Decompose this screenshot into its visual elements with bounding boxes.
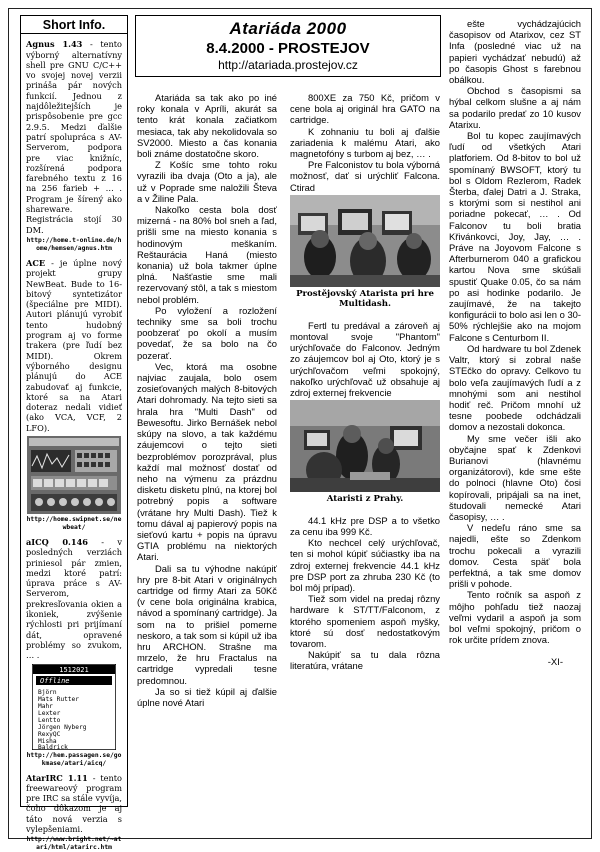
paragraph: Dali sa tu výhodne nakúpiť hry pre 8-bit Atari v originálnych cartridge od firmy Atari za 50Kč (v cene bola originálna krabica, návod a spomínaný cartridge). Ja som na to prišiel pomerne neskoro, a tak som si kúpil už iba hru ARCHON. Strašne ma mrzelo, že hru Fractalus na cartridge vypredali tesne predomnou. xyxy=(137,562,277,686)
aicq-url[interactable]: http://hem.passagen.se/gokmase/atari/aicq/ xyxy=(26,751,122,767)
paragraph: Atariáda sa tak ako po iné roky konala v Apríli, akurát sa tento krát konala začiatkom mesiaca, tak aby nekolidovala so SV2000. Miesto a čas konania boli známe dostatočne skoro. xyxy=(137,92,277,160)
prague-photo xyxy=(290,400,440,492)
icq-contact[interactable]: Mahr xyxy=(38,702,53,710)
article-column-3 xyxy=(449,18,581,838)
paragraph: ešte vychádzajúcich časopisov od Atarixov, cez ST Infa (posledné viac už na papieri vychádzať nebudú) až po časopis Ghost s farebnou obálkou. xyxy=(449,18,581,86)
atarirc-text: - tento freewareový program pre IRC sa stále vyvíja, čoho dôkazom je aj táto nová verzia s vylepšeniami. xyxy=(26,772,122,835)
paragraph: Nakoľko cesta bola dosť mizerná - na 80% bol sneh a ľad, prišli sme na miesto konania s hodinovým meškaním. Reštaurácia Haná (miesto konania) už bola takmer úplne plná. Našťastie sme mali rezervovaný stôl, a tak s miestom nebol problém. xyxy=(137,204,277,305)
atarirc-name: AtarIRC 1.11 xyxy=(26,772,88,783)
article-column-2 xyxy=(290,92,440,837)
icq-contact[interactable]: Lentto xyxy=(38,716,61,724)
agnus-url[interactable]: http://home.t-online.de/home/hemsen/agnus.htm xyxy=(26,236,122,252)
short-info-sidebar xyxy=(20,15,128,852)
article-title: Atariáda 2000 xyxy=(229,19,347,38)
article-header xyxy=(135,15,441,77)
paragraph: Tiež som videl na predaj rôzny hardware k ST/TT/Falconom, z ktorého spomeniem aspoň myšky, ktoré sú dosť nedostatkovým tovarom. xyxy=(290,593,440,649)
sidebar-title: Short Info. xyxy=(21,20,127,34)
atarirc-url[interactable]: http://www.bright.net/~atari/html/atarirc.htm xyxy=(26,836,122,852)
paragraph: Od hardware tu bol Zdenek Valtr, ktorý si zobral naše STEčko do opravy. Celkovo tu bolo veľa zaujímavých ľudí a z mnohými som ani nestihol hodiť reč. Pričom mnohí už tesne poobede odchádzali domov a nezostali dokonca. xyxy=(449,342,581,433)
ace-text: - je úplne nový projekt grupy NewBeat. Bude to 16-bitový syntetizátor (špeciálne pre MIDI). Autori plánujú vyrobiť tento hudobný program aj vo forme trakera (pre ľudí bez MIDI). Okrem výborného designu plánujú do ACE zabudovať aj funkcie, ktoré sa na Atari doteraz nedali vidieť (ako VCA, VCF, 2 LFO). xyxy=(26,257,122,433)
agnus-entry xyxy=(26,39,122,235)
icq-contact[interactable]: Lexter xyxy=(38,709,61,717)
ace-url[interactable]: http://home.swipnet.se/newbeat/ xyxy=(26,515,122,531)
article-date: 8.4.2000 - PROSTEJOV xyxy=(206,40,370,57)
paragraph: Nakúpiť sa tu dala rôzna literatúra, vrátane xyxy=(290,649,440,672)
icq-contact[interactable]: Mats Rutter xyxy=(38,695,79,703)
paragraph: Po vyložení a rozložení techniky sme sa boli trochu poobzerať po okolí a musím povedať, že sa bolo na čo pozerať. xyxy=(137,304,277,361)
agnus-text: - tento výborný alternatívny shell pre GNU C/C++ vo svojej novej verzii prináša pár nových funkcií. Jednou z najdôležitejších je prispôsobenie pre gcc 2.9.5. Medzi ďalšie patrí spolupráca s AV-Serverom, podpora pre viac knižníc, rozšírená podpora farebného textu z 16 na 256 farieb + … . Program je šírený ako shareware. Registrácia stojí 30 DM. xyxy=(26,39,122,235)
aicq-name: aICQ 0.146 xyxy=(26,536,88,547)
paragraph: Obchod s časopismi sa hýbal celkom slušne a aj nám sa podarilo predať zo 10 kusov Atarixu. xyxy=(449,85,581,130)
aicq-entry xyxy=(26,537,122,661)
photo-caption: Prostějovský Atarista pri hre Multidash. xyxy=(296,288,434,310)
paragraph: K zohnaniu tu boli aj ďalšie zariadenia k malému Atari, ako magnetofóny s turbom aj bez, … . xyxy=(290,125,440,160)
paragraph: 800XE za 750 Kč, pričom v cene bola aj originál hra GATO na cartridge. xyxy=(290,92,440,126)
atarirc-entry xyxy=(26,773,122,835)
ace-name: ACE xyxy=(26,257,46,268)
icq-contact[interactable]: Misha xyxy=(38,737,57,745)
aicq-text: - v posledných verziách priniesol pár zmien, medzi ktoré patrí: úprava práce s AV-Serverom, prekresľovania okien a ikoniek, zvýšenie rýchlosti pri prijímaní dát, opravené problémy so zvukom, … . xyxy=(26,536,122,661)
paragraph: Bol tu kopec zaujímavých ľudí od všetkých Atari platforiem. Od 8-bitov to bol už spomínaný BWSOFT, ktorý tu bol s Oldom Rezlerom, Radek Šterba, ďalej Datri a J. Straka, s ktorými som si nestihol ani poriadne pokecať, … . Od Falconov tu boli bratia Křivánkovci, Joy, Jay, … . Práve na Joyovom Falcone s Afterburnerom 040 a grafickou kartou Nova sme skúšali spustiť Quake 0.05, čo sa nám po asi hodinke podarilo. Je zaujímavé, že na takejto konfigurácii to bolo asi len o 30-50% rýchlejšie ako na mojom Falcone s Centurbom II. xyxy=(449,130,581,343)
paragraph: My sme večer išli ako obyčajne spať k Zdenkovi Burianovi (hlavnému organizátorovi), kde sme ešte do polnoci (hlavne Oto) čosi kopírovali, pripájali sa na inet, študovali nemecké Atari časopisy, … . xyxy=(449,432,581,522)
photo-caption: Ataristi z Prahy. xyxy=(326,494,404,505)
paragraph: V nedeľu ráno sme sa najedli, ešte so Zdenkom trochu pokecali a vyrazili domov. Cesta späť bola perfektná, a tak sme domov prišli v pohode. xyxy=(449,522,581,590)
aicq-screenshot xyxy=(32,664,116,750)
paragraph: Z Košíc sme tohto roku vyrazili iba dvaja (Oto a ja), ale už v Poprade sme naložili Števa a v Žiline Pala. xyxy=(137,159,277,204)
icq-contact[interactable]: Björn xyxy=(38,688,57,696)
agnus-name: Agnus 1.43 xyxy=(26,39,83,50)
paragraph: Ja so si tiež kúpil aj ďalšie úplne nové Atari xyxy=(137,685,277,708)
paragraph: 44.1 kHz pre DSP a to všetko za cenu iba 999 Kč. xyxy=(290,514,440,537)
page-number: -XI- xyxy=(547,657,563,669)
article-column-1 xyxy=(137,92,277,837)
paragraph: Vec, ktorá ma osobne najviac zaujala, bolo osem zosieťovaných malých 8-bitových Atari dohromady. Na tejto sieti sa hrala hra "Multi Dash" od Bewesoftu. Jirko Bernášek nebol skúpy na slovo, a tak každému záujemcovi o tejto sieti bezproblémov porozprával, plus každí mal možnosť dostať od neho na výmenu za prázdnu disketu disketu plnú, na ktorej bol potrebný popis a software (vrátane hry Multi Dash). Tiež k tomu dával aj papierový popis na sieťovú kartu + popis na úpravu GTIA problému na niektorých Atari. xyxy=(137,360,277,563)
ace-screenshot xyxy=(27,436,121,514)
paragraph: Pre Falconistov tu bola výborná možnosť, dať si urýchliť Falcona. Ctirad xyxy=(290,159,440,193)
paragraph: Kto nechcel celý urýchľovač, ten si mohol kúpiť súčiastky iba na zdroj externej frekvencie 44.1 kHz pre DSP port za zhruba 230 Kč (to bol môj prípad). xyxy=(290,537,440,593)
ace-entry xyxy=(26,258,122,433)
icq-contact[interactable]: Baldrick xyxy=(38,743,68,750)
icq-contact[interactable]: RexyQC xyxy=(38,730,61,738)
article-url[interactable]: http://atariada.prostejov.cz xyxy=(218,58,358,72)
icq-window-title: 1512021 xyxy=(59,665,89,674)
icq-status: Offline xyxy=(40,676,70,685)
icq-contact[interactable]: Jörgen Nyberg xyxy=(38,723,87,731)
paragraph: Fertl tu predával a zároveň aj montoval svoje "Phantom" urýchľovače do Falconov. Jedným zo záujemcov bol aj Oto, ktorý je s urýchľovačom veľmi spokojný, nakoľko urýchľovač už obsahuje aj zdroj externej frekvencie xyxy=(290,319,440,399)
multidash-photo xyxy=(290,195,440,287)
paragraph: Tento ročník sa aspoň z môjho pohľadu tiež naozaj veľmi vydaril a aspoň ja som bol veľmi spokojný, pričom o rok určite prídem znova. xyxy=(449,589,581,646)
